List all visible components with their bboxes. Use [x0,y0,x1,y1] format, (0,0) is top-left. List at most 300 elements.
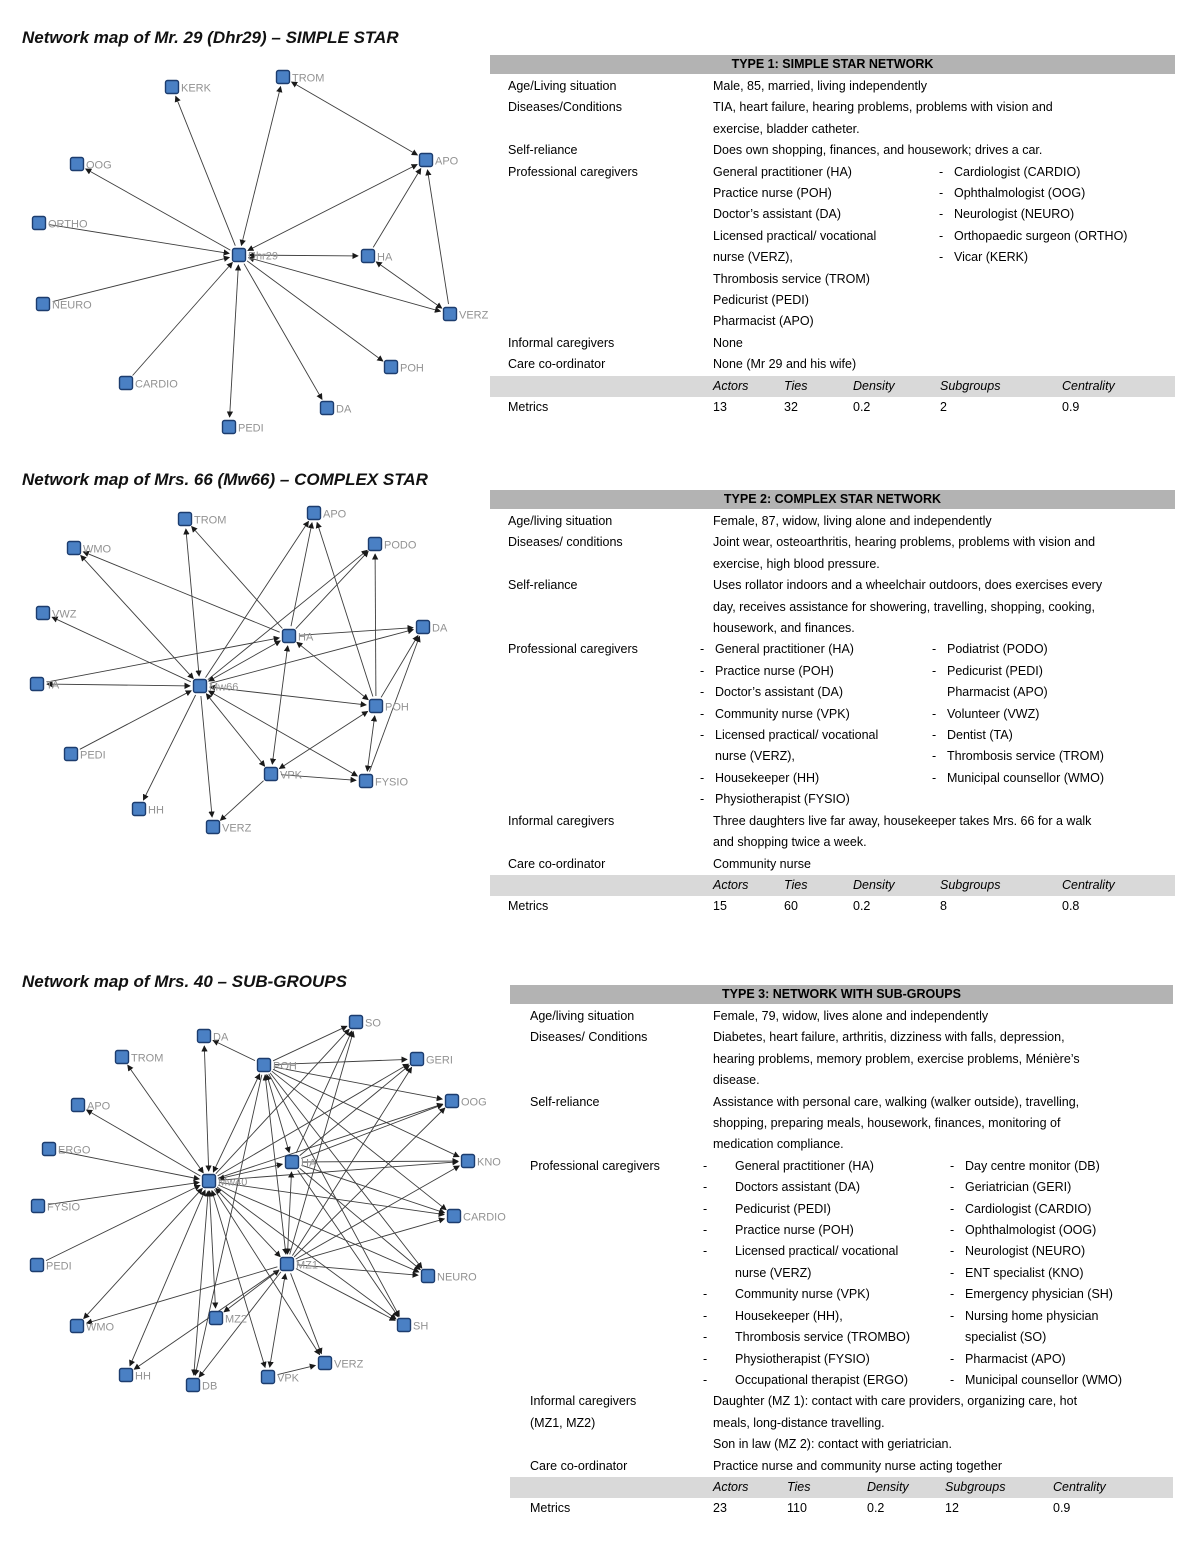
network-edge-Mw40-MZ1 [216,1188,280,1256]
row-value [713,354,1175,375]
caregiver-item-text: Practice nurse (POH) [715,663,834,678]
network-node-WMO [71,1320,84,1333]
network-node-label-VERZ: VERZ [334,1358,364,1371]
metrics-header-cell: Ties [784,378,808,393]
caregiver-item [713,183,939,204]
network-node-label-FYSIO: FYSIO [375,776,409,789]
network-node-VERZ [207,821,220,834]
caregiver-item [713,247,939,268]
network-node-FYSIO [360,775,373,788]
caregiver-item-text: Day centre monitor (DB) [965,1158,1100,1173]
table-row [490,333,1175,354]
caregiver-columns [700,639,1175,810]
row-value [713,575,1175,639]
metrics-value-cell: 12 [945,1501,959,1516]
network-node-label-DA: DA [213,1031,229,1044]
network-node-PEDI [65,748,78,761]
network-edge-Mw40-WMO [84,1188,203,1318]
network-node-Mw66 [194,680,207,693]
caregiver-item [703,1263,950,1284]
network-node-label-DB: DB [202,1380,218,1393]
network-node-label-GERI: GERI [426,1054,453,1067]
caregiver-col-right [939,162,1175,269]
caregiver-item-text: nurse (VERZ) [735,1265,812,1280]
metrics-row-label: Metrics [508,400,549,415]
network-edge-HA-KNO [302,1161,458,1162]
row-label-line: Care co-ordinator [530,1458,628,1473]
network-node-label-HA: HA [301,1157,317,1170]
metrics-value-cell: 0.2 [853,899,871,914]
row-label-line: Age/living situation [508,514,613,528]
network-node-TROM [277,71,290,84]
row-label-line: (MZ1, MZ2) [530,1415,596,1430]
network-edge-HA-VPK [272,646,287,764]
dash-bullet: - [932,706,937,721]
network-node-WMO [68,542,81,555]
network-node-label-NEURO: NEURO [437,1271,477,1284]
value-line: Son in law (MZ 2): contact with geriatrician. [713,1437,952,1452]
network-node-NEURO [37,298,50,311]
network-node-VWZ [37,607,50,620]
dash-bullet: - [950,1244,955,1259]
caregiver-item [950,1349,1173,1370]
row-value [713,1391,1173,1455]
dash-bullet: - [703,1180,708,1195]
network-edge-Mw66-PODO [208,550,367,679]
network-node-HA [286,1156,299,1169]
network-node-DA [321,402,334,415]
caregiver-item [950,1156,1173,1177]
value-line: Male, 85, married, living independently [713,79,928,93]
table-title-bar: TYPE 1: SIMPLE STAR NETWORK [490,55,1175,74]
caregiver-item [950,1241,1173,1262]
row-value [713,1456,1173,1477]
network-edge-Mw40-POH [213,1074,259,1172]
row-label-line: Informal caregivers [530,1394,637,1409]
caregiver-item-text: Doctor’s assistant (DA) [713,207,842,222]
caregiver-item [700,639,932,660]
network-node-label-CARDIO: CARDIO [135,378,178,391]
network-edge-Mw66-HA [209,641,281,681]
row-label [510,1027,713,1048]
network-node-OOG [71,158,84,171]
row-label [490,76,713,97]
dash-bullet: - [700,706,705,721]
caregiver-col-left [713,162,939,333]
caregiver-item [950,1263,1173,1284]
network-edge-HA-APO [291,523,312,626]
network-node-label-POH: POH [400,362,424,375]
row-label-line: Professional caregivers [508,164,638,179]
dash-bullet: - [932,642,937,657]
network-node-label-VERZ: VERZ [222,822,252,835]
value-line: Female, 87, widow, living alone and independently [713,514,992,528]
dash-bullet [932,682,947,703]
row-value [713,854,1175,875]
network-node-label-CARDIO: CARDIO [463,1211,506,1224]
row-label [490,97,713,118]
caregiver-item [703,1306,950,1327]
dash-bullet: - [703,1372,708,1387]
caregiver-item [700,682,932,703]
value-line: and shopping twice a week. [713,835,867,850]
row-label-line: Diseases/Conditions [508,100,622,115]
caregiver-item [939,226,1175,247]
value-line: shopping, preparing meals, housework, finances, monitoring of [713,1116,1061,1131]
metrics-header-cell: Subgroups [940,877,1001,892]
row-label [490,162,713,183]
network-edge-Mw66-VWZ [52,617,191,682]
dash-bullet: - [703,1244,708,1259]
metrics-header-cell: Centrality [1062,378,1115,393]
metrics-value-cell: 23 [713,1501,727,1516]
metrics-header-cell: Actors [713,378,749,393]
row-label [510,1391,713,1434]
caregiver-item [700,768,932,789]
caregiver-item [713,269,939,290]
network-node-ERGO [43,1143,56,1156]
network-edge-PEDI-Mw40 [46,1185,200,1260]
caregiver-item [932,639,1175,660]
network-node-label-KNO: KNO [477,1156,501,1169]
row-label [490,333,713,354]
caregiver-item-text: General practitioner (HA) [713,164,852,179]
caregiver-item [700,661,932,682]
dash-bullet: - [703,1158,708,1173]
network-node-label-ERGO: ERGO [58,1144,91,1157]
caregiver-item-text: Volunteer (VWZ) [947,706,1040,721]
caregiver-item-text: Neurologist (NEURO) [954,207,1075,222]
row-label [490,811,713,832]
network-edge-HA-PODO [296,551,368,628]
network-node-label-OOG: OOG [461,1096,487,1109]
dash-bullet: - [939,250,944,265]
network-node-HH [120,1369,133,1382]
caregiver-item [939,162,1175,183]
metrics-header-spacer [510,1477,713,1498]
network-node-PEDI [31,1259,44,1272]
caregiver-item-text: Dentist (TA) [947,728,1013,743]
network-edge-MZ1-WMO [87,1267,278,1323]
network-edge-Dhr29-PEDI [230,265,239,417]
dash-bullet: - [950,1287,955,1302]
caregiver-item-text: nurse (VERZ), [713,250,793,265]
caregiver-item-text: Pedicurist (PEDI) [713,293,809,308]
network-node-POH [258,1059,271,1072]
caregiver-item [703,1284,950,1305]
network-edge-MZ1-HH [134,1270,279,1370]
network-node-label-WMO: WMO [83,543,112,556]
network-node-label-PEDI: PEDI [238,422,264,435]
network-edge-PEDI-Mw66 [80,691,191,750]
row-label-line: Care co-ordinator [508,856,606,871]
network-edge-TA-HA [47,638,279,682]
metrics-value-cell: 0.2 [867,1501,885,1516]
caregiver-item-text: Vicar (KERK) [954,250,1029,265]
dash-bullet: - [939,186,944,201]
caregiver-item [703,1327,950,1348]
network-node-label-KERK: KERK [181,82,211,95]
value-line: medication compliance. [713,1137,844,1152]
network-edge-Mw66-FYSIO [209,691,358,776]
row-label-line: Self-reliance [508,143,578,158]
caregiver-item [950,1177,1173,1198]
network-edge-MZ1-SH [296,1269,395,1321]
network-node-label-APO: APO [435,155,459,168]
table-row [490,97,1175,140]
row-value [713,811,1175,854]
caregiver-item-text: Nursing home physician [965,1308,1099,1323]
row-label-line: Age/living situation [530,1009,635,1023]
network-node-VERZ [319,1357,332,1370]
table-type1-simple-star [490,55,1175,419]
caregiver-item-text: Neurologist (NEURO) [965,1244,1086,1259]
caregiver-item [703,1156,950,1177]
network-edge-Dhr29-DA [244,264,322,400]
value-line: Does own shopping, finances, and housework; drives a car. [713,143,1043,158]
network-node-TA [31,678,44,691]
row-label [490,532,713,553]
value-line: day, receives assistance for showering, travelling, shopping, cooking, [713,599,1095,614]
row-label [490,140,713,161]
caregiver-item-text: Licensed practical/ vocational [715,728,879,743]
metrics-value-cell: 8 [940,899,947,914]
caregiver-item [950,1306,1173,1327]
caregiver-item [700,704,932,725]
metrics-value-cell: 13 [713,400,727,415]
network-node-DA [198,1030,211,1043]
caregiver-columns [713,162,1175,333]
caregiver-item-text: Ophthalmologist (OOG) [954,186,1086,201]
network-node-Dhr29 [233,249,246,262]
metrics-header-cell: Density [853,877,895,892]
value-line: hearing problems, memory problem, exercise problems, Ménière’s [713,1051,1080,1066]
map-title-sub-groups: Network map of Mrs. 40 – SUB-GROUPS [22,972,347,991]
network-node-label-PODO: PODO [384,539,417,552]
dash-bullet: - [932,663,937,678]
value-line: TIA, heart failure, hearing problems, problems with vision and [713,100,1053,115]
value-line: Female, 79, widow, lives alone and independently [713,1009,989,1023]
caregiver-item [939,247,1175,268]
row-value [713,1027,1173,1091]
row-value [700,639,1175,810]
metrics-header-row [490,376,1175,397]
row-value [713,76,1175,97]
metrics-value-cell: 0.9 [1053,1501,1071,1516]
network-edge-Dhr29-OOG [86,169,231,250]
row-label [510,1006,713,1027]
caregiver-item [703,1370,950,1391]
caregiver-item [950,1327,1173,1348]
network-node-DA [417,621,430,634]
network-node-label-VWZ: VWZ [52,608,77,621]
network-node-label-MZ1: MZ1 [296,1259,318,1272]
row-label [510,1456,713,1477]
network-edge-VERZ-APO [428,170,449,304]
network-node-Mw40 [203,1175,216,1188]
caregiver-item [932,682,1175,703]
network-edge-Mw40-TROM [128,1065,204,1173]
caregiver-item-text: Orthopaedic surgeon (ORTHO) [954,228,1128,243]
caregiver-item [703,1241,950,1262]
caregiver-item [932,768,1175,789]
network-edge-Mw40-APO [87,1110,201,1176]
caregiver-item [703,1177,950,1198]
network-map-mw66 [20,495,500,867]
row-label-line: Diseases/ conditions [508,535,623,550]
caregiver-col-right [950,1156,1173,1391]
caregiver-item-text: Thrombosis service (TROMBO) [735,1330,911,1345]
metrics-header-cell: Density [867,1479,909,1494]
dash-bullet: - [932,749,937,764]
value-line: exercise, bladder catheter. [713,121,860,136]
value-line: Diabetes, heart failure, arthritis, dizziness with falls, depression, [713,1030,1065,1045]
network-node-APO [308,507,321,520]
metrics-header-cell: Subgroups [940,378,1001,393]
caregiver-col-right [932,639,1175,789]
row-label-line: Self-reliance [508,578,578,593]
metrics-row-label: Metrics [508,899,549,914]
network-node-label-TROM: TROM [194,514,227,527]
caregiver-item-text: Pharmacist (APO) [713,314,814,329]
dash-bullet: - [703,1308,708,1323]
network-edge-Mw40-VERZ [214,1189,319,1354]
caregiver-item-text: Housekeeper (HH), [735,1308,843,1323]
caregiver-item-text: Thrombosis service (TROM) [713,271,870,286]
metrics-header-row [510,1477,1173,1498]
caregiver-item-text: Occupational therapist (ERGO) [735,1372,908,1387]
caregiver-item-text: Thrombosis service (TROM) [947,749,1104,764]
network-edge-Mw66-HH [143,695,195,800]
network-node-GERI [411,1053,424,1066]
table-row [490,140,1175,161]
row-label [490,854,713,875]
metrics-value-cell: 2 [940,400,947,415]
caregiver-item [703,1199,950,1220]
network-node-APO [72,1099,85,1112]
row-label-line: Informal caregivers [508,335,615,350]
row-label-line: Self-reliance [530,1094,600,1109]
dash-bullet: - [703,1201,708,1216]
network-edge-Mw40-CARDIO [219,1182,444,1214]
network-edge-Dhr29-VERZ [249,258,441,312]
map-title-complex-star: Network map of Mrs. 66 (Mw66) – COMPLEX STAR [22,470,428,489]
network-edge-Mw40-MZ2 [210,1191,216,1308]
network-node-label-Mw66: Mw66 [209,681,239,694]
network-node-KERK [166,81,179,94]
network-node-FYSIO [32,1200,45,1213]
row-value [713,333,1175,354]
table-row [490,162,1175,333]
row-value [703,1156,1173,1391]
row-value [713,1006,1173,1027]
caregiver-item-text: Doctors assistant (DA) [735,1180,861,1195]
network-edge-MZ1-CARDIO [297,1219,445,1261]
caregiver-item [950,1284,1173,1305]
row-label [490,354,713,375]
dash-bullet [703,1263,735,1284]
row-value [713,162,1175,333]
metrics-header-spacer [490,875,713,896]
network-node-VPK [265,768,278,781]
metrics-value-cell: 32 [784,400,798,415]
caregiver-item-text: Pharmacist (APO) [947,685,1048,700]
value-line: Joint wear, osteoarthritis, hearing problems, problems with vision and [713,535,1096,550]
table-row [510,1156,1173,1391]
caregiver-item-text: Pharmacist (APO) [965,1351,1066,1366]
caregiver-item-text: Geriatrician (GERI) [965,1180,1072,1195]
metrics-header-spacer [490,376,713,397]
metrics-value-cell: 0.2 [853,400,871,415]
network-node-label-DA: DA [432,622,448,635]
table-title-bar: TYPE 3: NETWORK WITH SUB-GROUPS [510,985,1173,1004]
network-node-label-ORTHO: ORTHO [48,218,88,231]
dash-bullet: - [700,728,705,743]
network-node-CARDIO [120,377,133,390]
caregiver-item [950,1220,1173,1241]
value-line: Practice nurse and community nurse acting together [713,1458,1003,1473]
table-row [510,1456,1173,1477]
dash-bullet: - [950,1372,955,1387]
network-node-label-APO: APO [323,508,347,521]
caregiver-item-text: Licensed practical/ vocational [713,228,877,243]
network-node-label-PEDI: PEDI [80,749,106,762]
network-node-label-WMO: WMO [86,1321,115,1334]
row-value [713,1092,1173,1156]
network-node-label-FYSIO: FYSIO [47,1201,81,1214]
network-node-label-TROM: TROM [131,1052,164,1065]
caregiver-item-text: Emergency physician (SH) [965,1287,1113,1302]
metrics-value-cell: 110 [787,1501,807,1516]
network-edge-POH-CARDIO [272,1071,446,1210]
table-type2-complex-star [490,490,1175,918]
network-node-label-TROM: TROM [292,72,325,85]
table-row [490,76,1175,97]
network-node-label-SO: SO [365,1017,381,1030]
metrics-header-cell: Ties [787,1479,811,1494]
network-edge-TROM-APO [292,82,418,155]
network-node-ORTHO [33,217,46,230]
network-node-APO [420,154,433,167]
network-node-label-HH: HH [148,804,164,817]
network-edge-MZ1-SO [290,1032,354,1255]
network-edge-MZ1-VERZ [291,1273,322,1353]
table-row [490,575,1175,639]
caregiver-item-text: Practice nurse (POH) [735,1223,854,1238]
row-value [713,532,1175,575]
network-node-label-HA: HA [377,251,393,264]
metrics-value-cell: 60 [784,899,798,914]
network-node-TROM [179,513,192,526]
caregiver-item-text: Ophthalmologist (OOG) [965,1223,1097,1238]
network-edge-Mw66-VERZ [201,696,212,817]
network-node-PODO [369,538,382,551]
caregiver-item-text: Pedicurist (PEDI) [735,1201,831,1216]
metrics-value-row [510,1498,1173,1519]
row-label-line: Care co-ordinator [508,357,606,372]
caregiver-item [932,704,1175,725]
network-edge-Mw66-VPK [206,694,264,766]
dash-bullet: - [950,1351,955,1366]
caregiver-item-text: Doctor’s assistant (DA) [715,685,844,700]
row-label-line: Informal caregivers [508,813,615,828]
metrics-header-cell: Centrality [1062,877,1115,892]
value-line: disease. [713,1073,760,1088]
network-node-PEDI [223,421,236,434]
network-node-label-APO: APO [87,1100,111,1113]
table-row [510,1006,1173,1027]
row-label [510,1156,713,1177]
